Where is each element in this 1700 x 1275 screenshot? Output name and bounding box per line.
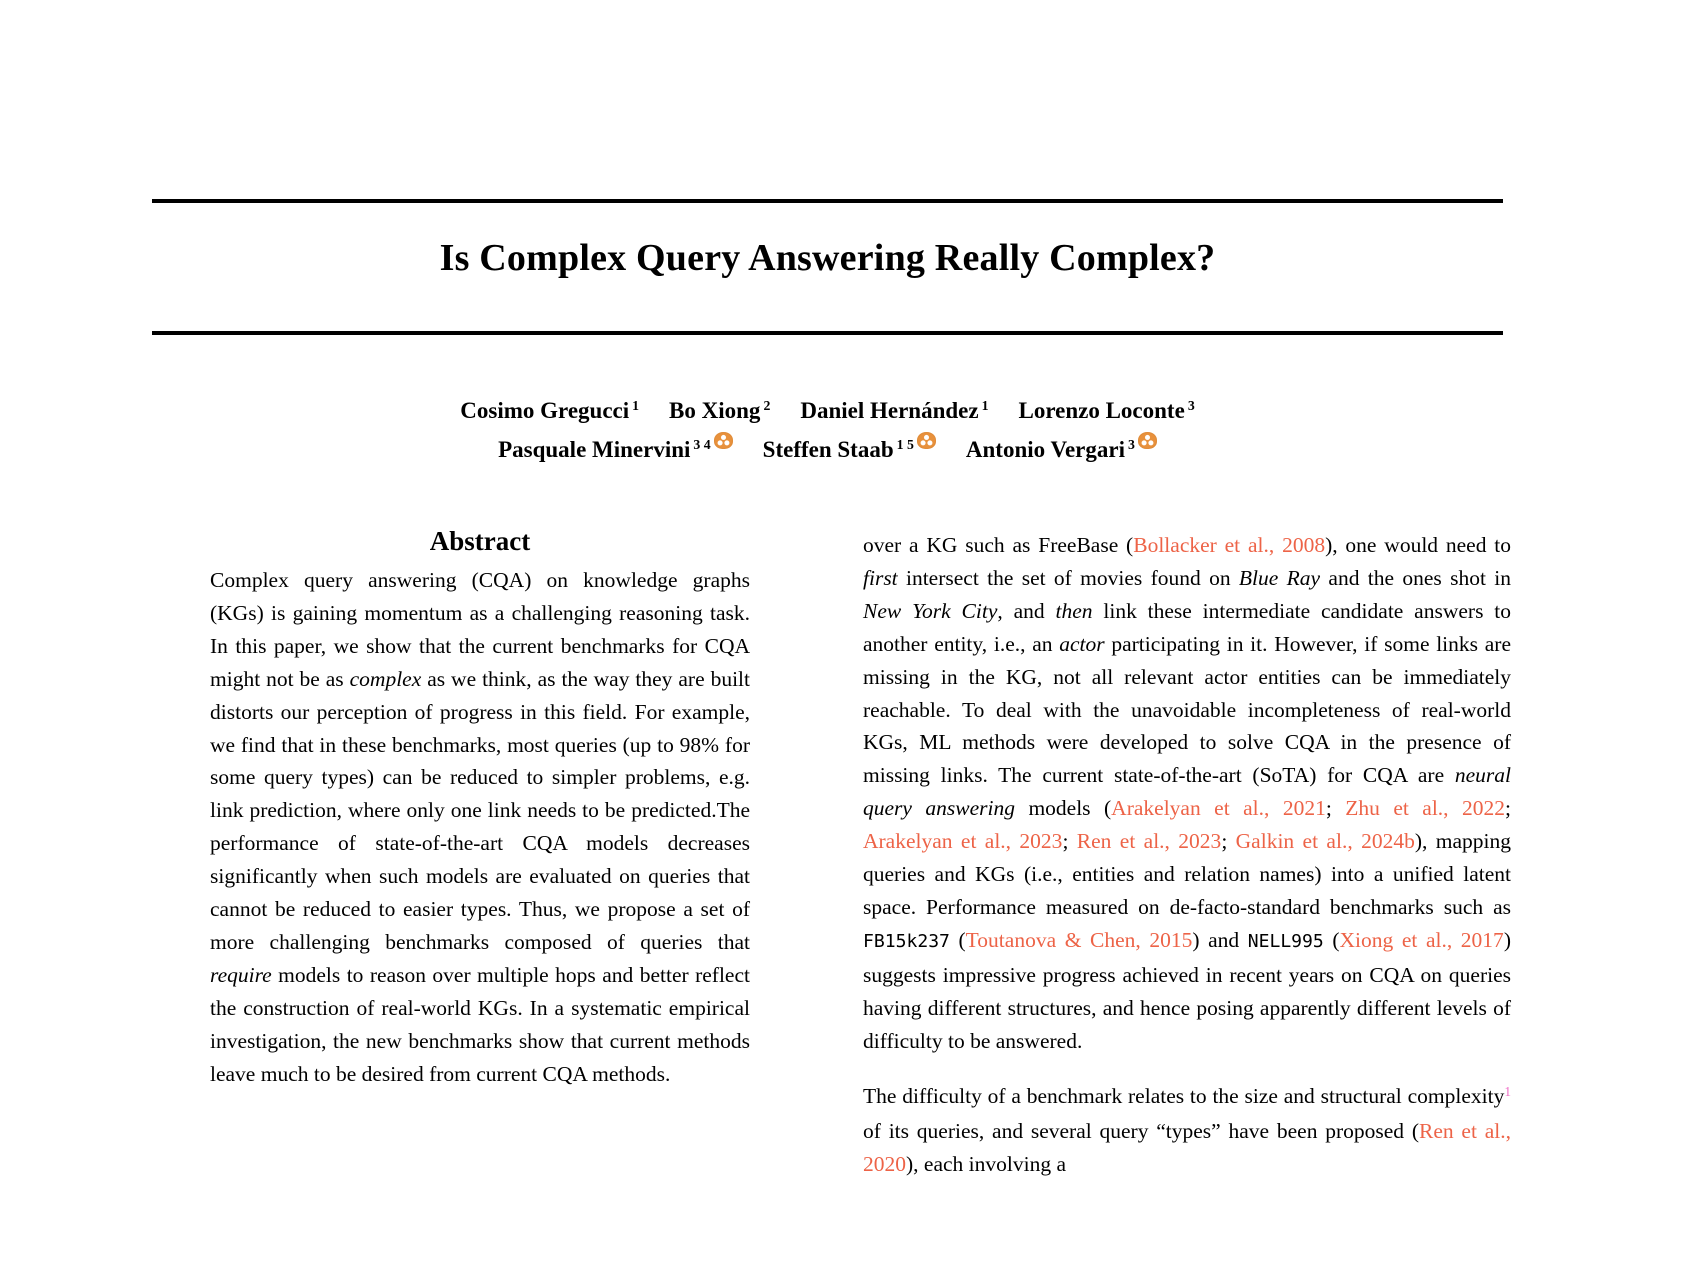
author-name: Cosimo Gregucci (460, 398, 630, 423)
author-name: Bo Xiong (669, 398, 761, 423)
text-run: first (863, 565, 898, 590)
text-run: Blue Ray (1238, 565, 1321, 590)
text-run: models ( (1015, 796, 1112, 821)
author-name: Steffen Staab (762, 437, 894, 462)
citation-link[interactable]: Galkin et al., 2024b (1235, 829, 1415, 854)
text-run: , and (997, 598, 1056, 623)
text-run: intersect the set of movies found on (897, 565, 1239, 590)
pretzel-icon (1138, 432, 1157, 449)
affiliation-ref: 3 4 (693, 437, 711, 453)
text-run: models to reason over multiple hops and better reflect the construction of real-world KGs. In a systematic empirical investigation, the new benchmarks show that current methods leave much to be desired from current CQA methods. (210, 962, 750, 1086)
text-run: ) and (1192, 927, 1248, 952)
paper-title: Is Complex Query Answering Really Complex? (439, 237, 1216, 279)
text-run: Complex query answering (CQA) on knowledge graphs (KGs) is gaining momentum as a challenging reasoning task. In this paper, we show that the current benchmarks for CQA might not be as (210, 568, 750, 691)
text-run: ) suggests impressive progress achieved in recent years on CQA on queries having different structures, and hence posing apparently different levels of difficulty to be answered. (863, 927, 1511, 1053)
citation-link[interactable]: Bollacker et al., 2008 (1133, 533, 1326, 557)
text-run: ; (1505, 796, 1511, 821)
text-run: The difficulty of a benchmark relates to the size and structural complexity (863, 1083, 1505, 1108)
text-run: ; (1325, 796, 1346, 821)
text-run: ), one would need to (1325, 533, 1512, 557)
text-run: link these intermediate candidate answers to another entity, i.e., an (863, 598, 1512, 656)
citation-link[interactable]: Toutanova & Chen, 2015 (965, 927, 1193, 952)
affiliation-ref: 3 (1187, 398, 1195, 414)
text-run: as we think, as the way they are built distorts our perception of progress in this field. For example, we find that in these benchmarks, most queries (up to 98% for some query types) can be reduced to simpler problems, e.g. link prediction, where only one link needs to be predicted.The performance of state-of-the-art CQA models decreases significantly when such models are evaluated on queries that cannot be reduced to easier types. Thus, we propose a set of more challenging benchmarks composed of queries that (210, 666, 750, 954)
citation-link[interactable]: Arakelyan et al., 2021 (1111, 796, 1326, 821)
text-run: ; (1062, 829, 1077, 854)
abstract-heading: Abstract (429, 526, 531, 556)
text-run: ; (1221, 829, 1236, 854)
author-name: Lorenzo Loconte (1018, 398, 1185, 423)
citation-link[interactable]: Ren et al., 2023 (1076, 829, 1222, 854)
dataset-name: FB15k237 (863, 930, 950, 952)
text-run: of its queries, and several query “types” have been proposed ( (863, 1119, 1420, 1144)
text-run: actor (1059, 631, 1105, 656)
author-name: Daniel Hernández (800, 398, 979, 423)
intro-column (863, 529, 1511, 1203)
text-run: New York City (863, 598, 998, 623)
title-rule-bottom (152, 331, 1503, 335)
citation-link[interactable]: Xiong et al., 2017 (1339, 927, 1504, 952)
text-run: then (1055, 598, 1093, 623)
text-run: ), mapping queries and KGs (i.e., entities and relation names) into a unified latent space. Performance measured on de-facto-standard benchmarks such as (863, 829, 1511, 919)
text-run: neural query answering (863, 763, 1511, 821)
text-run: participating in it. However, if some links are missing in the KG, not all relevant actor entities can be immediately reachable. To deal with the unavoidable incompleteness of real-world KGs, ML methods were developed to solve CQA in the presence of missing links. The current state-of-the-art (SoTA) for CQA are (863, 631, 1511, 788)
text-run: and the ones shot in (1320, 565, 1511, 590)
pretzel-icon (714, 432, 733, 449)
affiliation-ref: 1 (981, 398, 989, 414)
text-run: complex (349, 666, 422, 691)
text-run: ( (949, 927, 966, 952)
affiliation-ref: 2 (763, 398, 771, 414)
author-line-2 (152, 432, 1503, 471)
dataset-name: NELL995 (1247, 930, 1324, 952)
author-name: Antonio Vergari (965, 437, 1125, 462)
citation-link[interactable]: Arakelyan et al., 2023 (863, 829, 1063, 854)
affiliation-ref: 1 (632, 398, 640, 414)
abstract-text (210, 564, 750, 1091)
author-line-1 (152, 393, 1503, 432)
affiliation-ref: 3 (1127, 437, 1135, 453)
footnote-ref[interactable]: 1 (1504, 1083, 1511, 1099)
citation-link[interactable]: Ren et al., 2020 (863, 1119, 1511, 1177)
pretzel-icon (917, 432, 936, 449)
author-block (152, 393, 1503, 471)
intro-paragraph-1 (863, 529, 1511, 1058)
author-name: Pasquale Minervini (498, 437, 691, 462)
citation-link[interactable]: Zhu et al., 2022 (1345, 796, 1506, 821)
intro-paragraph-2 (863, 1080, 1511, 1182)
text-run: ), each involving a (906, 1152, 1067, 1177)
text-run: ( (1323, 927, 1340, 952)
affiliation-ref: 1 5 (896, 437, 914, 453)
text-run: require (210, 962, 272, 987)
title-rule-top (152, 199, 1503, 203)
text-run: over a KG such as FreeBase ( (863, 533, 1134, 557)
